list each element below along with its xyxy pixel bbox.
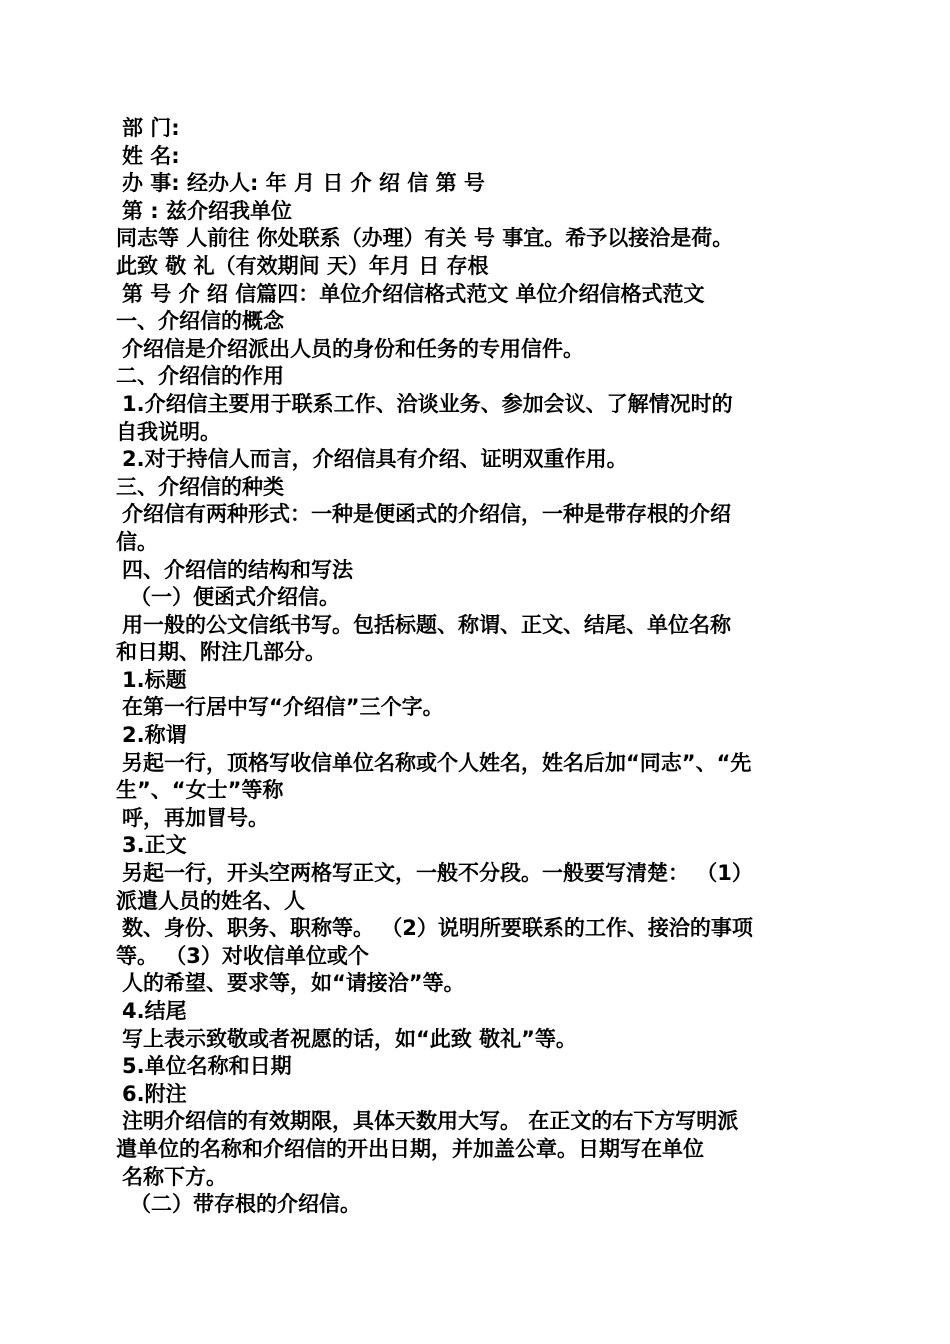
text-line: 在第一行居中写“介绍信”三个字。 (122, 695, 444, 720)
text-line: 1.介绍信主要用于联系工作、洽谈业务、参加会议、了解情况时的 (122, 391, 733, 416)
text-line: 呼，再加冒号。 (122, 805, 269, 830)
text-line: 用一般的公文信纸书写。包括标题、称谓、正文、结尾、单位名称 (122, 612, 731, 637)
text-line: 信。 (116, 529, 158, 554)
text-line: 介绍信是介绍派出人员的身份和任务的专用信件。 (122, 336, 584, 361)
text-line: 二、介绍信的作用 (116, 364, 284, 389)
text-line: 另起一行，顶格写收信单位名称或个人姓名，姓名后加“同志”、“先 (122, 750, 752, 775)
text-line: 名称下方。 (122, 1164, 227, 1189)
text-line: （一）便函式介绍信。 (130, 585, 340, 610)
text-line: 遣单位的名称和介绍信的开出日期，并加盖公章。日期写在单位 (116, 1136, 704, 1161)
text-line: 部 门: (122, 116, 180, 140)
text-line: 2.称谓 (122, 723, 187, 748)
text-line: 第 : 兹介绍我单位 (122, 198, 293, 223)
text-line: 介绍信有两种形式：一种是便函式的介绍信，一种是带存根的介绍 (122, 502, 731, 527)
text-line: 此致 敬 礼（有效期间 天）年月 日 存根 (116, 253, 489, 278)
text-line: 四、介绍信的结构和写法 (122, 557, 353, 582)
text-line: （二）带存根的介绍信。 (130, 1192, 361, 1217)
text-line: 三、介绍信的种类 (116, 474, 284, 499)
text-line: 人的希望、要求等，如“请接洽”等。 (122, 971, 465, 996)
text-line: 1.标题 (122, 667, 187, 692)
text-line: 6.附注 (122, 1081, 187, 1106)
text-line: 5.单位名称和日期 (122, 1054, 292, 1079)
text-line: 和日期、附注几部分。 (116, 640, 326, 665)
text-line: 派遣人员的姓名、人 (116, 888, 305, 913)
text-line: 自我说明。 (116, 419, 221, 444)
text-line: 生”、“女士”等称 (116, 778, 284, 803)
text-line: 一、介绍信的概念 (116, 309, 284, 334)
text-line: 4.结尾 (122, 999, 187, 1023)
text-line: 办 事: 经办人: 年 月 日 介 绍 信 第 号 (122, 171, 485, 196)
document-body (116, 115, 836, 1219)
text-line: 写上表示致敬或者祝愿的话，如“此致 敬礼”等。 (122, 1026, 577, 1051)
text-line: 另起一行，开头空两格写正文，一般不分段。一般要写清楚： （1） (122, 861, 753, 886)
text-line: 3.正文 (122, 833, 187, 858)
text-line: 姓 名: (122, 143, 180, 168)
text-line: 数、身份、职务、职称等。 （2）说明所要联系的工作、接洽的事项 (122, 916, 753, 941)
text-line: 等。 （3）对收信单位或个 (116, 943, 369, 968)
text-line: 2.对于持信人而言，介绍信具有介绍、证明双重作用。 (122, 447, 628, 472)
text-line: 同志等 人前往 你处联系（办理）有关 号 事宜。希予以接洽是荷。 (116, 226, 734, 251)
text-line: 注明介绍信的有效期限，具体天数用大写。 在正文的右下方写明派 (122, 1109, 739, 1134)
text-line: 第 号 介 绍 信篇四：单位介绍信格式范文 单位介绍信格式范文 (122, 281, 705, 306)
